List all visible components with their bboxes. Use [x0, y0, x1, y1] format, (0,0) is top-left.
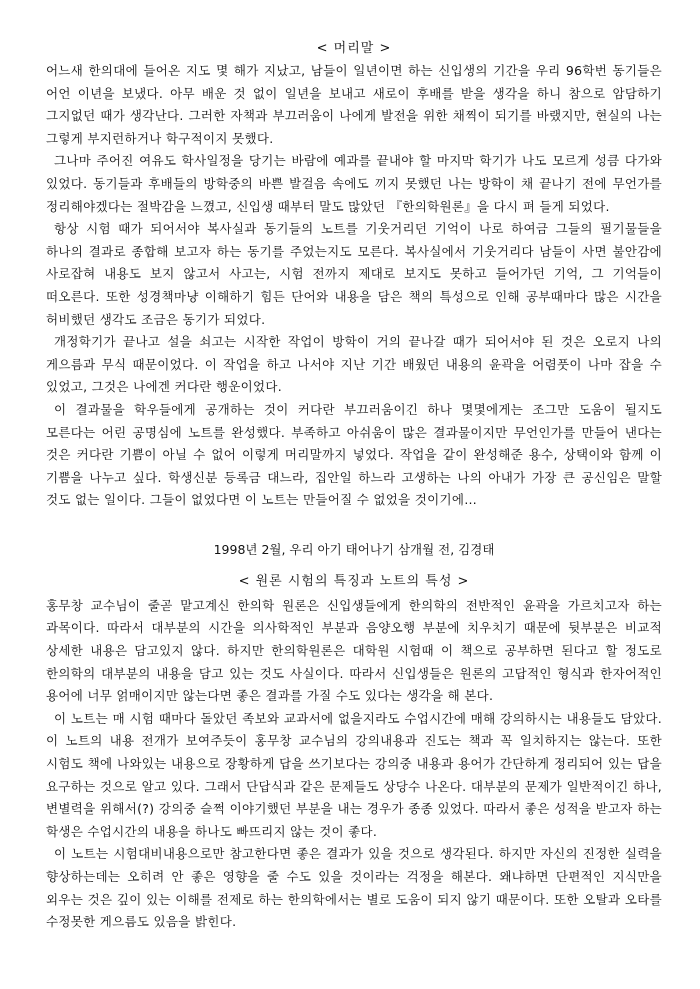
- preface-paragraph-1: 어느새 한의대에 들어온 지도 몇 해가 지났고, 남들이 일년이면 하는 신입생의 기간을 우리 96학번 동기들은 어언 이년을 보냈다. 아무 배운 것 없이 일년을 보내고 새로이 후배를 받을 생각을 하니 참으로 암담하기 그지없던 때가 생각난다. 그러한 자책과 부끄러움이 나에게 발전을 위한 채찍이 되기를 바랬지만, 현실의 나는 그렇게 부지런하거나 학구적이지 못했다.: [46, 63, 662, 146]
- preface-paragraph-3: 항상 시험 때가 되어서야 복사실과 동기들의 노트를 기웃거리던 기억이 나로 하여금 그들의 필기물들을 하나의 결과로 종합해 보고자 하는 동기를 주었는지도 모른다. 복사실에서 기웃거리다 남들이 사면 불안감에 사로잡혀 내용도 보지 않고서 사고는, 시험 전까지 제대로 보지도 못하고 들어가던 기억, 그 기억들이 떠오른다. 또한 성경책마냥 이해하기 힘든 단어와 내용을 담은 책의 특성으로 인해 공부때마다 많은 시간을 허비했던 생각도 조금은 동기가 되었다.: [46, 221, 662, 327]
- section2-paragraph-3: 이 노트는 시험대비내용으로만 참고한다면 좋은 결과가 있을 것으로 생각된다. 하지만 자신의 진정한 실력을 향상하는데는 오히려 안 좋은 영향을 줄 수도 있을 것이라는 걱정을 해본다. 왜냐하면 단편적인 지식만을 외우는 것은 깊이 있는 이해를 전제로 하는 한의학에서는 별로 도움이 되지 않기 때문이다. 또한 오탈과 오타를 수정못한 게으름도 있음을 밝힌다.: [46, 846, 662, 930]
- section2-paragraph-1: 홍무창 교수님이 줄곧 맡고계신 한의학 원론은 신입생들에게 한의학의 전반적인 윤곽을 가르치고자 하는 과목이다. 따라서 대부분의 시간을 의사학적인 부분과 음양오행 부분에 치우치기 때문에 뒷부분은 비교적 상세한 내용은 담고있지 않다. 하지만 한의학원론은 대학원 시험때 이 책으로 공부하면 된다고 할 정도로 한의학의 대부분의 내용을 담고 있는 것도 사실이다. 따라서 신입생들은 원론의 고답적인 형식과 한자어적인 용어에 너무 얽매이지만 않는다면 좋은 결과를 가질 수도 있다는 생각을 해 본다.: [46, 597, 662, 704]
- section2-title: < 원론 시험의 특징과 노트의 특성 >: [238, 573, 470, 589]
- preface-paragraph-2: 그나마 주어진 여유도 학사일정을 당기는 바람에 예과를 끝내야 할 마지막 학기가 나도 모르게 성큼 다가와 있었다. 동기들과 후배들의 방학중의 바쁜 발걸음 속에도 끼지 못했던 나는 방학이 채 끝나기 전에 무언가를 정리해야겠다는 절박감을 느꼈고, 신입생 때부터 말도 많았던 『한의학원론』을 다시 펴 들게 되었다.: [46, 153, 662, 214]
- preface-signature: 1998년 2월, 우리 아기 태어나기 삼개월 전, 김경태: [213, 541, 495, 557]
- section2-paragraph-2: 이 노트는 매 시험 때마다 돌았던 족보와 교과서에 없을지라도 수업시간에 매해 강의하시는 내용들도 담았다. 이 노트의 내용 전개가 보여주듯이 홍무창 교수님의 강의내용과 진도는 책과 꼭 일치하지는 않는다. 또한 시험도 책에 나와있는 내용으로 장황하게 답을 쓰기보다는 강의중 내용과 용어가 간단하게 정리되어 있는 답을 요구하는 것으로 알고 있다. 그래서 단답식과 같은 문제들도 상당수 나온다. 대부분의 문제가 일반적이긴 하나, 변별력을 위해서(?) 강의중 슬쩍 이야기했던 부분을 내는 경우가 종종 있었다. 따라서 좋은 성적을 받고자 하는 학생은 수업시간의 내용을 하나도 빠뜨리지 않는 것이 좋다.: [46, 710, 662, 839]
- preface-paragraph-5: 이 결과물을 학우들에게 공개하는 것이 커다란 부끄러움이긴 하나 몇몇에게는 조그만 도움이 될지도 모른다는 어린 공명심에 노트를 완성했다. 부족하고 아쉬움이 많은 결과물이지만 무언인가를 만들어 낸다는 것은 커다란 기쁨이 아닐 수 없어 이렇게 머리말까지 넣었다. 작업을 같이 완성해준 용수, 상택이와 함께 이 기쁨을 나누고 싶다. 학생신분 등록금 대느라, 집안일 하느라 고생하는 나의 아내가 가장 큰 공신임은 말할 것도 없는 일이다. 그들이 없었다면 이 노트는 만들어질 수 없었을 것이기에…: [46, 401, 662, 508]
- preface-title: < 머리말 >: [316, 41, 392, 56]
- preface-paragraph-4: 개정학기가 끝나고 설을 쇠고는 시작한 작업이 방학이 거의 끝나갈 때가 되어서야 된 것은 오로지 나의 게으름과 무식 때문이었다. 이 작업을 하고 나서야 지난 기간 배웠던 내용의 윤곽을 어렴풋이 나마 잡을 수 있었고, 그것은 나에겐 커다란 행운이었다.: [46, 334, 662, 395]
